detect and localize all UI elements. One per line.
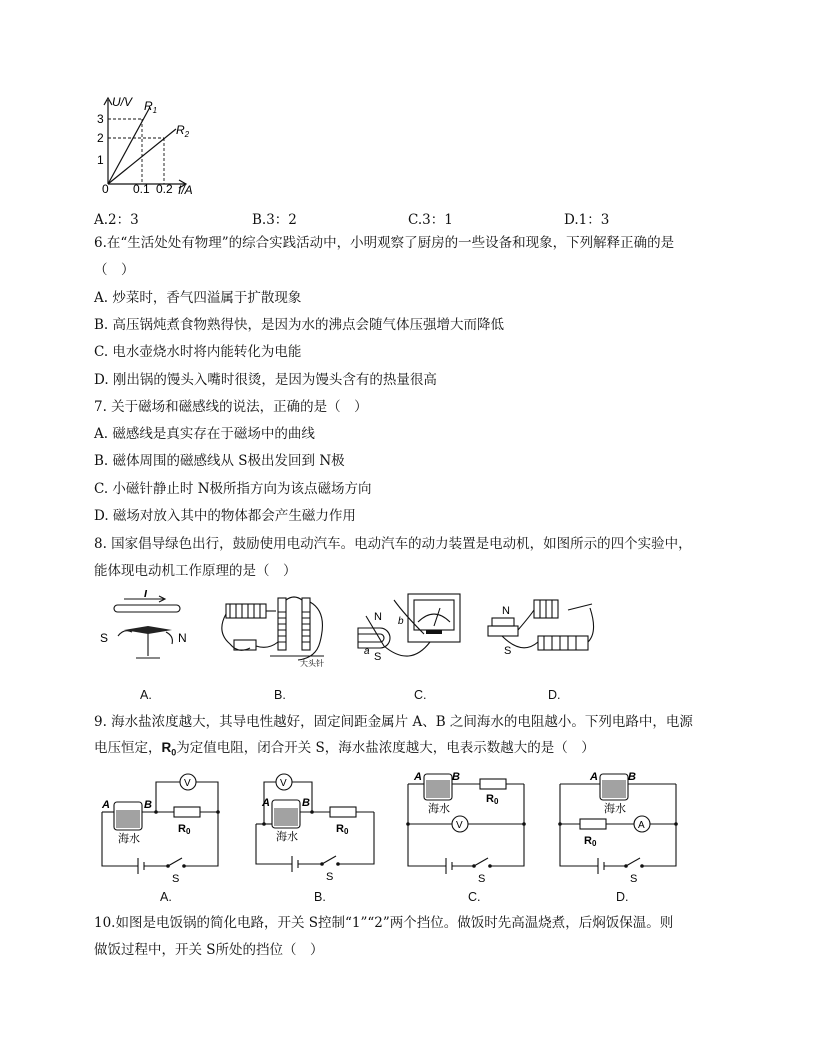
r0-label: R0 <box>178 823 191 836</box>
q7-option-b: B. 磁体周围的磁感线从 S极出发回到 N极 <box>94 453 345 469</box>
r0-label: R0 <box>336 823 349 836</box>
q9-stem-line2: 电压恒定，$R_0$为定值电阻，闭合开关 S，海水盐浓度越大，电表示数越大的是（ ） <box>94 740 595 758</box>
r0-label: R0 <box>486 793 499 806</box>
voltmeter-label: V <box>280 778 287 789</box>
q7-option-a: A. 磁感线是真实存在于磁场中的曲线 <box>94 426 315 442</box>
q6-option-b: B. 高压锅炖煮食物熟得快，是因为水的沸点会随气体压强增大而降低 <box>94 317 505 333</box>
r0-label: R0 <box>584 835 597 848</box>
d-south-label: S <box>504 645 512 657</box>
switch-label: S <box>478 873 486 885</box>
r1-label: $R_1$ <box>144 99 158 115</box>
b-terminal-label: B <box>144 799 152 811</box>
q6-option-d: D. 刚出锅的馒头入嘴时很烫，是因为馒头含有的热量很高 <box>94 372 437 388</box>
pins-label: 大头针 <box>300 659 324 668</box>
q8-figure-c <box>352 588 468 672</box>
q6-option-c: C. 电水壶烧水时将内能转化为电能 <box>94 344 302 360</box>
voltmeter-label: V <box>456 820 463 831</box>
q9-circuit-d <box>554 768 684 888</box>
c-north-label: N <box>374 611 382 623</box>
origin-label: 0 <box>102 182 109 196</box>
r2-label: $R_2$ <box>176 123 190 139</box>
q8-stem-line2: 能体现电动机工作原理的是（ ） <box>94 563 297 579</box>
a-terminal-label: A <box>262 797 270 809</box>
current-label: I <box>144 590 148 600</box>
q9-circuit-c <box>402 768 532 888</box>
q6-stem: 6.在“生活处处有物理”的综合实践活动中，小明观察了厨房的一些设备和现象，下列解释正确的是 <box>94 235 675 251</box>
q5-option-c: C.3：1 <box>408 212 453 228</box>
q8-figure-a <box>96 590 196 672</box>
q8-figure-b <box>214 592 338 670</box>
q9-label-b: B. <box>314 890 326 904</box>
q9-circuit-a <box>96 768 226 886</box>
q7-option-d: D. 磁场对放入其中的物体都会产生磁力作用 <box>94 508 356 524</box>
a-terminal-label: A <box>414 771 422 783</box>
q9-label-c: C. <box>468 890 481 904</box>
voltmeter-label: V <box>184 778 191 789</box>
x-axis-label: I/A <box>178 183 193 197</box>
c-b-label: b <box>398 616 404 627</box>
q8-label-c: C. <box>414 688 427 702</box>
u-i-graph <box>94 92 206 198</box>
q10-stem-line1: 10.如图是电饭锅的简化电路，开关 S控制“1”“2”两个挡位。做饭时先高温烧煮，后焖饭保温。则 <box>94 915 674 931</box>
seawater-label: 海水 <box>604 803 626 815</box>
q8-stem-line1: 8. 国家倡导绿色出行，鼓励使用电动汽车。电动汽车的动力装置是电动机，如图所示的四个实验中， <box>94 536 692 552</box>
seawater-label: 海水 <box>428 803 450 815</box>
q6-paren: （ ） <box>94 262 135 278</box>
q9-stem-line1: 9. 海水盐浓度越大，其导电性越好，固定间距金属片 A、B 之间海水的电阻越小。下列电路中，电源 <box>94 714 693 730</box>
q8-label-d: D. <box>548 688 561 702</box>
q9-circuit-b <box>252 768 382 886</box>
q7-option-c: C. 小磁针静止时 N极所指方向为该点磁场方向 <box>94 481 372 497</box>
a-terminal-label: A <box>590 771 598 783</box>
y-tick-1: 1 <box>97 153 104 167</box>
x-tick-0-1: 0.1 <box>133 182 150 196</box>
q7-stem: 7. 关于磁场和磁感线的说法，正确的是（ ） <box>94 399 368 415</box>
q5-option-a: A.2：3 <box>94 212 139 228</box>
north-label: N <box>178 631 187 645</box>
q5-option-d: D.1：3 <box>564 212 610 228</box>
q6-option-a: A. 炒菜时，香气四溢属于扩散现象 <box>94 290 302 306</box>
b-terminal-label: B <box>628 771 636 783</box>
q9-label-a: A. <box>160 890 172 904</box>
y-tick-2: 2 <box>97 131 104 145</box>
b-terminal-label: B <box>452 771 460 783</box>
q10-stem-line2: 做饭过程中，开关 S所处的挡位（ ） <box>94 942 324 958</box>
q8-figure-d <box>482 590 602 672</box>
a-terminal-label: A <box>102 799 110 811</box>
switch-label: S <box>172 873 180 885</box>
c-a-label: a <box>364 646 370 657</box>
switch-label: S <box>326 871 334 883</box>
south-label: S <box>100 631 109 645</box>
switch-label: S <box>630 873 638 885</box>
y-axis-label: U/V <box>112 95 133 109</box>
seawater-label: 海水 <box>276 831 298 843</box>
q8-label-a: A. <box>140 688 152 702</box>
ammeter-label: A <box>638 820 645 831</box>
q9-label-d: D. <box>616 890 629 904</box>
y-tick-3: 3 <box>97 112 104 126</box>
b-terminal-label: B <box>302 797 310 809</box>
x-tick-0-2: 0.2 <box>156 182 173 196</box>
q5-option-b: B.3：2 <box>252 212 297 228</box>
seawater-label: 海水 <box>118 833 140 845</box>
q8-label-b: B. <box>274 688 286 702</box>
r0-symbol: $R_0$ <box>161 740 177 758</box>
c-south-label: S <box>374 651 382 663</box>
d-north-label: N <box>502 605 510 617</box>
